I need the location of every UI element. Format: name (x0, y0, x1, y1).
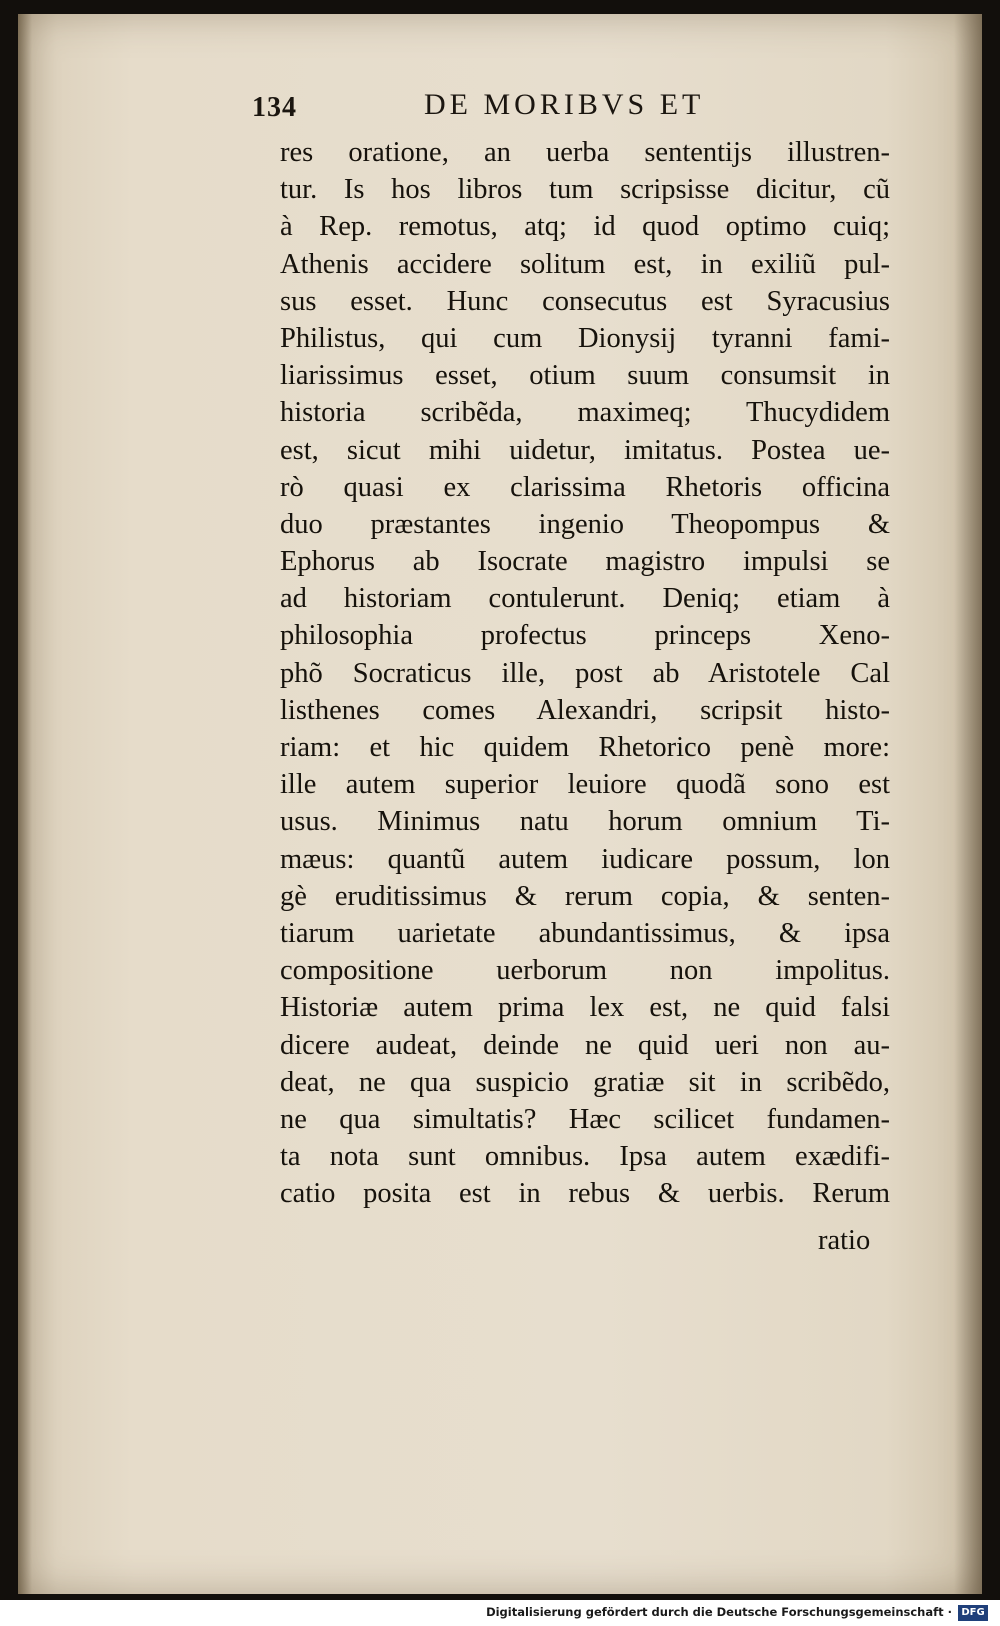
text-line: ta nota sunt omnibus. Ipsa autem exædifi- (280, 1141, 890, 1173)
text-line: ad historiam contulerunt. Deniq; etiam à (280, 583, 890, 615)
text-line: Athenis accidere solitum est, in exiliũ pul- (280, 248, 890, 280)
text-line: compositione uerborum non impolitus. (280, 955, 890, 987)
running-title: DE MORIBVS ET (424, 88, 705, 121)
text-line: riam: et hic quidem Rhetorico penè more: (280, 732, 890, 763)
text-line: catio posita est in rebus & uerbis. Rerum (280, 1178, 890, 1210)
page-number: 134 (252, 92, 297, 123)
text-line: sus esset. Hunc consecutus est Syracusius (280, 285, 890, 317)
text-line: est, sicut mihi uidetur, imitatus. Postea ue- (280, 434, 890, 466)
text-line: philosophia profectus princeps Xeno- (280, 620, 890, 652)
text-line: res oratione, an uerba sententijs illustren- (280, 137, 890, 168)
text-line: deat, ne qua suspicio gratiæ sit in scribẽdo, (280, 1066, 890, 1098)
text-line: dicere audeat, deinde ne quid ueri non au- (280, 1029, 890, 1061)
body-text (280, 134, 890, 1212)
text-line: tur. Is hos libros tum scripsisse dicitur, cũ (280, 174, 890, 206)
text-line: Philistus, qui cum Dionysij tyranni fami- (280, 322, 890, 354)
text-line: listhenes comes Alexandri, scripsit histo- (280, 694, 890, 726)
text-line: ne qua simultatis? Hæc scilicet fundamen- (280, 1103, 890, 1135)
footer-credit: Digitalisierung gefördert durch die Deutsche Forschungsgemeinschaft · (486, 1605, 952, 1619)
digitization-footer (0, 1600, 1000, 1626)
text-line: usus. Minimus natu horum omnium Ti- (280, 806, 890, 838)
text-line: Historiæ autem prima lex est, ne quid falsi (280, 992, 890, 1024)
dfg-logo-icon: DFG (958, 1605, 988, 1621)
text-line: historia scribẽda, maximeq; Thucydidem (280, 397, 890, 429)
text-line: mæus: quantũ autem iudicare possum, lon (280, 843, 890, 875)
text-line: liarissimus esset, otium suum consumsit in (280, 360, 890, 392)
page-gutter-shadow (18, 14, 32, 1594)
text-line: tiarum uarietate abundantissimus, & ipsa (280, 917, 890, 949)
text-line: ille autem superior leuiore quodã sono est (280, 769, 890, 801)
catchword: ratio (818, 1225, 871, 1256)
text-line: phõ Socraticus ille, post ab Aristotele Cal (280, 657, 890, 689)
text-line: à Rep. remotus, atq; id quod optimo cuiq; (280, 211, 890, 243)
text-line: duo præstantes ingenio Theopompus & (280, 508, 890, 540)
running-head (252, 88, 752, 128)
text-line: Ephorus ab Isocrate magistro impulsi se (280, 546, 890, 578)
page-edge-shadow (954, 14, 982, 1594)
text-line: rò quasi ex clarissima Rhetoris officina (280, 471, 890, 503)
text-line: gè eruditissimus & rerum copia, & senten- (280, 880, 890, 912)
